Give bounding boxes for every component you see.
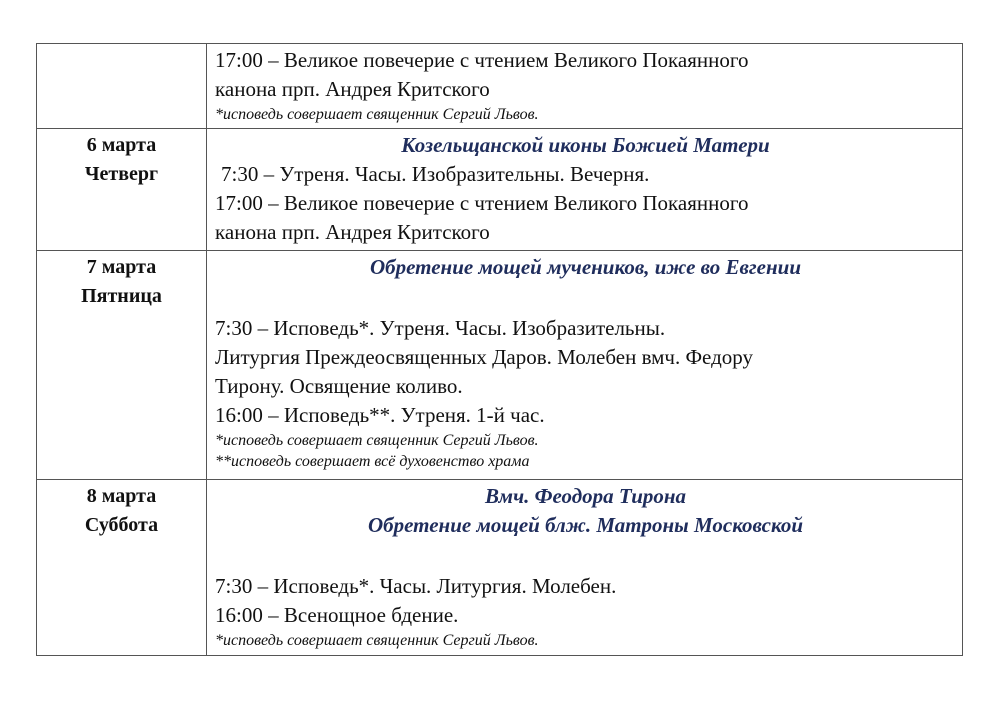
services-cell — [207, 44, 963, 129]
service-line: 16:00 – Всенощное бдение. — [215, 603, 459, 627]
services-cell — [207, 129, 963, 251]
services-cell — [207, 251, 963, 480]
services-cell — [207, 480, 963, 656]
schedule-row — [37, 129, 963, 251]
day-date: 8 марта — [86, 485, 157, 507]
service-line: 7:30 – Утреня. Часы. Изобразительны. Вечерня. — [221, 162, 650, 186]
day-cell — [37, 251, 207, 480]
service-line: 16:00 – Исповедь**. Утреня. 1-й час. — [215, 403, 545, 427]
day-weekday: Четверг — [84, 163, 159, 185]
day-date: 6 марта — [86, 134, 157, 156]
feast-title: Вмч. Феодора Тирона — [484, 484, 687, 508]
service-line: 17:00 – Великое повечерие с чтением Великого Покаянного — [215, 191, 749, 215]
service-line: Литургия Преждеосвященных Даров. Молебен вмч. Федору — [215, 345, 754, 369]
service-line: 7:30 – Исповедь*. Утреня. Часы. Изобразительны. — [215, 316, 666, 340]
day-date: 7 марта — [86, 256, 157, 278]
confession-note: *исповедь совершает священник Сергий Львов. — [215, 632, 539, 649]
service-line: канона прп. Андрея Критского — [215, 77, 490, 101]
schedule-row — [37, 480, 963, 656]
schedule-row — [37, 44, 963, 129]
confession-note: *исповедь совершает священник Сергий Львов. — [215, 432, 539, 449]
service-line: канона прп. Андрея Критского — [215, 220, 490, 244]
day-weekday: Суббота — [84, 514, 159, 536]
confession-note: **исповедь совершает всё духовенство храма — [215, 453, 530, 470]
service-line: 17:00 – Великое повечерие с чтением Великого Покаянного — [215, 48, 749, 72]
schedule-table — [36, 43, 963, 656]
feast-title: Козельщанской иконы Божией Матери — [401, 133, 770, 157]
day-cell — [37, 129, 207, 251]
day-weekday: Пятница — [81, 285, 162, 307]
feast-title: Обретение мощей мучеников, иже во Евгении — [369, 255, 802, 279]
feast-title: Обретение мощей блж. Матроны Московской — [367, 513, 803, 537]
confession-note: *исповедь совершает священник Сергий Львов. — [215, 106, 539, 123]
blank-line — [215, 282, 956, 314]
service-line: Тирону. Освящение коливо. — [215, 374, 463, 398]
day-cell — [37, 480, 207, 656]
day-cell — [37, 44, 207, 129]
blank-line — [215, 540, 956, 572]
schedule-row — [37, 251, 963, 480]
service-line: 7:30 – Исповедь*. Часы. Литургия. Молебен. — [215, 574, 617, 598]
